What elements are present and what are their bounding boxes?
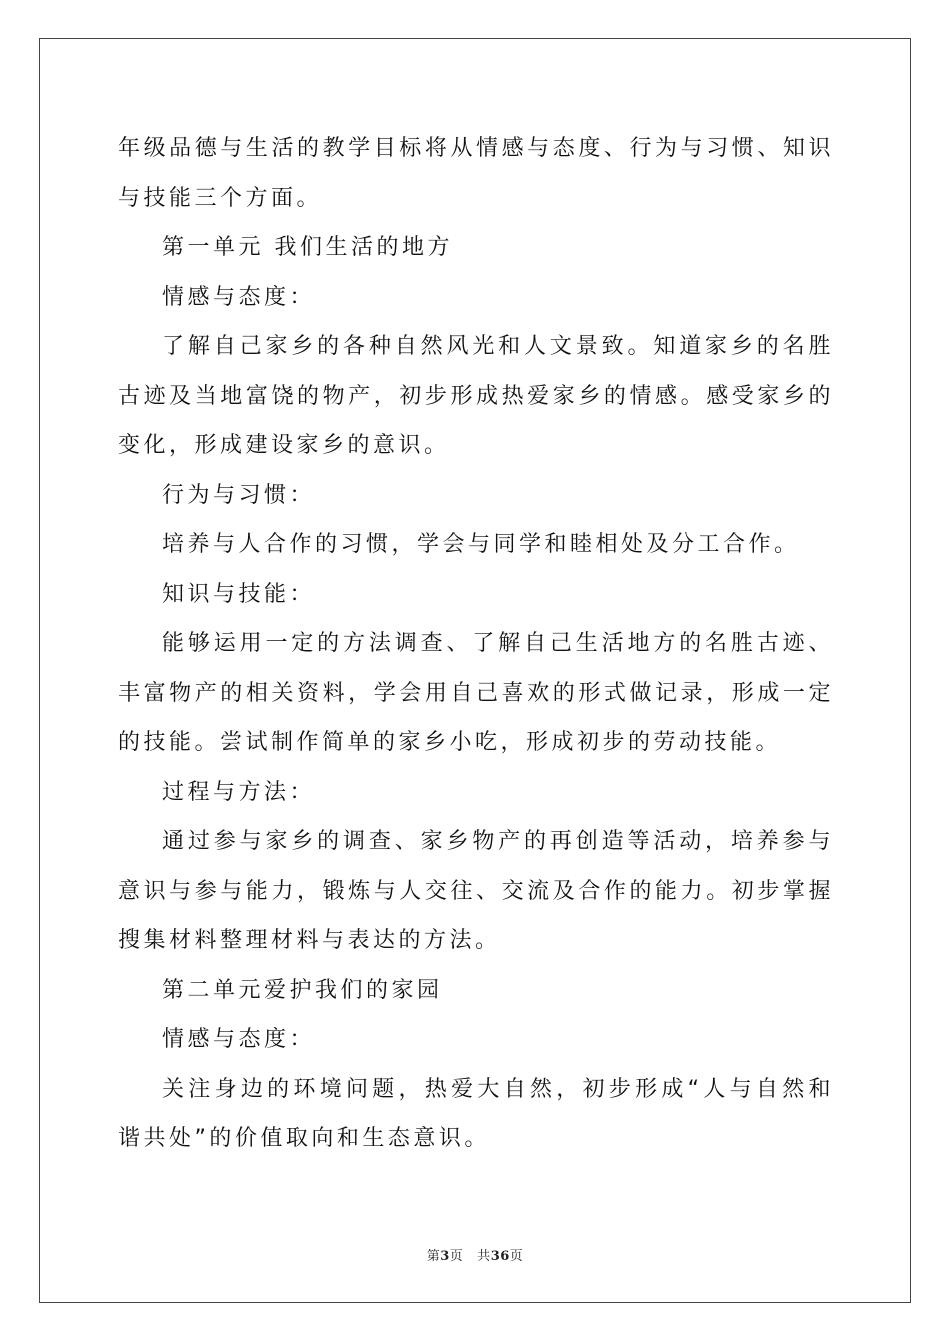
total-pages-number: 36 [490, 1249, 510, 1264]
section-heading-attitude: 情感与态度： [162, 284, 316, 310]
footer-total-prefix: 共 [477, 1249, 491, 1264]
section-heading-habits: 行为与习惯： [162, 482, 316, 508]
section-heading-attitude-unit-2: 情感与态度： [162, 1027, 316, 1052]
section-heading-process: 过程与方法： [162, 779, 316, 805]
page-footer [0, 1245, 950, 1264]
footer-page-suffix: 页 [449, 1249, 464, 1264]
paragraph-intro-continued: 年级品德与生活的教学目标将从情感与态度、行为与习惯、知识与技能三个方面。 [118, 136, 834, 211]
paragraph-attitude: 了解自己家乡的各种自然风光和人文景致。知道家乡的名胜古迹及当地富饶的物产，初步形成热爱家乡的情感。感受家乡的变化，形成建设家乡的意识。 [118, 334, 834, 458]
document-body [118, 124, 834, 1164]
unit-2-heading: 第二单元爱护我们的家园 [162, 977, 443, 1003]
footer-prefix: 第 [426, 1249, 441, 1264]
paragraph-process: 通过参与家乡的调查、家乡物产的再创造等活动，培养参与意识与参与能力，锻炼与人交往、交流及合作的能力。初步掌握搜集材料整理材料与表达的方法。 [118, 829, 834, 953]
current-page-number: 3 [440, 1249, 450, 1264]
paragraph-attitude-unit-2: 关注身边的环境问题，热爱大自然，初步形成“人与自然和谐共处”的价值取向和生态意识。 [118, 1076, 834, 1151]
paragraph-skills: 能够运用一定的方法调查、了解自己生活地方的名胜古迹、丰富物产的相关资料，学会用自己喜欢的形式做记录，形成一定的技能。尝试制作简单的家乡小吃，形成初步的劳动技能。 [118, 631, 834, 755]
unit-1-heading: 第一单元 我们生活的地方 [162, 235, 453, 260]
paragraph-habits: 培养与人合作的习惯，学会与同学和睦相处及分工合作。 [162, 532, 800, 557]
footer-total-suffix: 页 [509, 1249, 524, 1264]
section-heading-skills: 知识与技能： [162, 581, 316, 607]
